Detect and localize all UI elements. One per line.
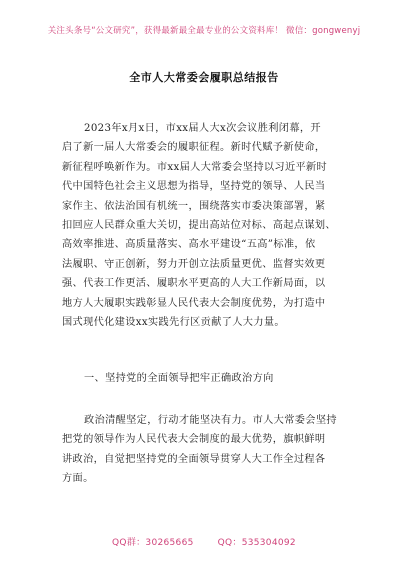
paragraph-line: 家作主、依法治国有机统一，围绕落实市委决策部署，紧 — [62, 200, 326, 212]
paragraph-line: 新征程呼唤新作为。市xx届人大常委会坚持以习近平新时 — [62, 161, 328, 173]
qq-contact-number: QQ：535304092 — [217, 538, 296, 548]
paragraph-line: 扣回应人民群众重大关切，提出高站位对标、高起点谋划、 — [62, 220, 336, 232]
promo-banner: 关注头条号“公文研究”，获得最新最全最专业的公文资料库！ 微信：gongwenyj — [47, 26, 361, 36]
paragraph-line: 方面。 — [62, 473, 94, 485]
page-footer — [0, 535, 408, 548]
section-heading: 一、坚持党的全面领导把牢正确政治方向 — [84, 373, 274, 384]
paragraph-line: 高效率推进、高质量落实、高水平建设“五高”标准，依 — [62, 239, 316, 251]
paragraph-line: 国式现代化建设xx实践先行区贡献了人大力量。 — [62, 317, 285, 329]
paragraph-line: 地方人大履职实践彰显人民代表大会制度优势，为打造中 — [62, 297, 326, 309]
paragraph-line: 法履职、守正创新，努力开创立法质量更优、监督实效更 — [62, 258, 326, 270]
paragraph-line: 启了新一届人大常委会的履职征程。新时代赋予新使命， — [62, 142, 326, 154]
paragraph-line: 政治清醒坚定，行动才能坚决有力。市人大常委会坚持 — [84, 415, 337, 426]
paragraph-line: 强、代表工作更活、履职水平更高的人大工作新局面，以 — [62, 278, 326, 290]
paragraph-section-one — [62, 411, 348, 489]
document-title: 全市人大常委会履职总结报告 — [129, 71, 279, 84]
paragraph-line: 2023年x月x日，市xx届人大x次会议胜利闭幕，开 — [84, 123, 321, 134]
paragraph-line: 讲政治，自觉把坚持党的全面领导贯穿人大工作全过程各 — [62, 453, 326, 465]
paragraph-line: 代中国特色社会主义思想为指导，坚持党的领导、人民当 — [62, 181, 326, 193]
paragraph-line: 把党的领导作为人民代表大会制度的最大优势，旗帜鲜明 — [62, 434, 326, 446]
paragraph-intro — [62, 119, 348, 332]
qq-group-number: QQ群：30265665 — [112, 538, 194, 548]
